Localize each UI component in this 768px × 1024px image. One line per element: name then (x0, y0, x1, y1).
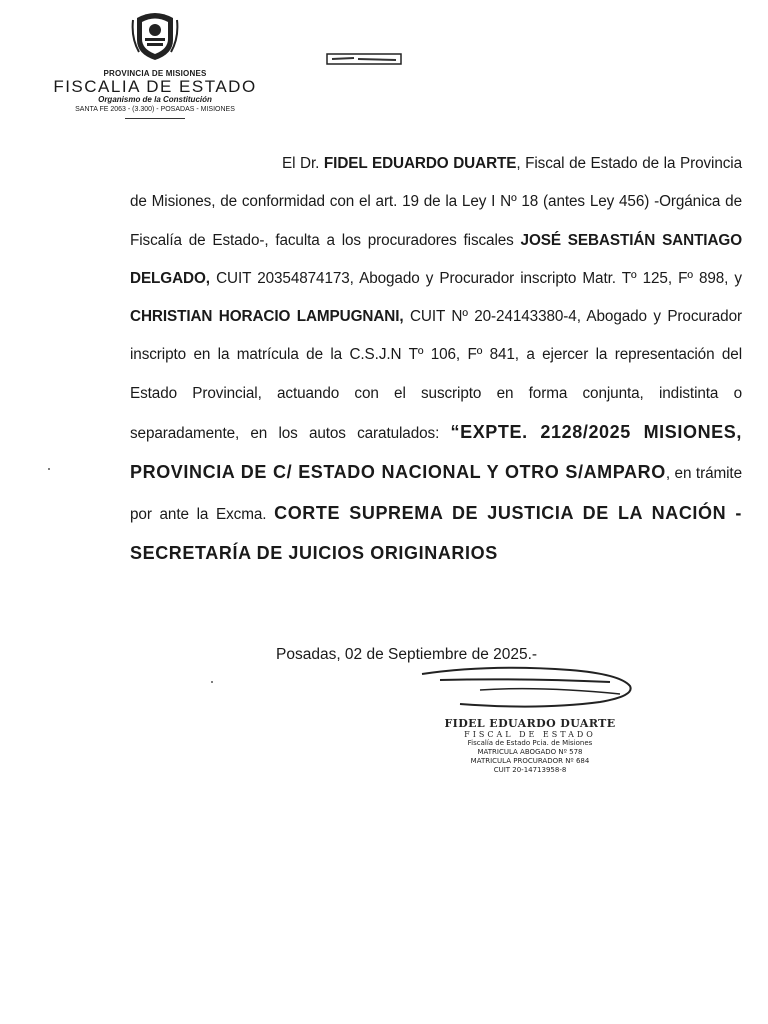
procurator-1-name: JOSÉ SEBASTIÁN SANTIAGO DELGADO, (130, 231, 743, 287)
signature-line-3: MATRICULA PROCURADOR Nº 684 (470, 757, 590, 765)
body-text-3: CUIT Nº 20-24143380-4, Abogado y Procurador inscripto en la matrícula de la C.S.J.N Tº 106, Fº 841, a ejercer la representación del Estado Provincial, actuando con el suscripto en forma conjunta, indistinta o separadamente, en los autos caratulados: (130, 308, 742, 443)
letterhead-province: PROVINCIA DE MISIONES (103, 69, 207, 78)
signature-name: FIDEL EDUARDO DUARTE (444, 717, 616, 730)
letterhead-address: SANTA FE 2063 - (3.300) - POSADAS - MISIONES (75, 106, 235, 113)
signature-line-1: Fiscalía de Estado Pcia. de Misiones (467, 739, 593, 747)
body-intro: El Dr. (282, 155, 320, 172)
letterhead-subtitle: Organismo de la Constitución (98, 95, 212, 104)
scan-speck (211, 681, 213, 683)
scan-speck (48, 468, 50, 470)
procurator-2-name: CHRISTIAN HORACIO LAMPUGNANI, (130, 308, 404, 326)
signature-role: FISCAL DE ESTADO (464, 730, 596, 739)
body-text-4: , en trámite por ante la Excma. (130, 465, 742, 523)
document-body (130, 145, 742, 574)
court-name: CORTE SUPREMA DE JUSTICIA DE LA NACIÓN - SECRETARÍA DE JUICIOS ORIGINARIOS (130, 502, 742, 563)
fiscal-name: FIDEL EDUARDO DUARTE (323, 155, 517, 172)
date-line: Posadas, 02 de Septiembre de 2025.- (276, 646, 538, 663)
signature-stamp (435, 717, 625, 775)
stamp-mark-icon (326, 52, 402, 66)
signature-line-4: CUIT 20-14713958-8 (493, 766, 567, 774)
provincial-seal-icon (131, 8, 179, 62)
signature-line-2: MATRICULA ABOGADO Nº 578 (477, 748, 583, 756)
body-text-1: , Fiscal de Estado de la Provincia de Misiones, de conformidad con el art. 19 de la Ley I Nº 18 (antes Ley 456) -Orgánica de Fiscalía de Estado-, faculta a los procuradores fiscales (130, 155, 742, 249)
body-paragraph (130, 145, 742, 574)
letterhead (20, 8, 290, 119)
case-title: “EXPTE. 2128/2025 MISIONES, PROVINCIA DE C/ ESTADO NACIONAL Y OTRO S/AMPARO (130, 422, 742, 483)
letterhead-office: FISCALIA DE ESTADO (53, 77, 257, 96)
letterhead-divider (125, 118, 185, 119)
handwritten-signature-icon (420, 660, 650, 715)
body-text-2: CUIT 20354874173, Abogado y Procurador inscripto Matr. Tº 125, Fº 898, y (216, 269, 742, 287)
